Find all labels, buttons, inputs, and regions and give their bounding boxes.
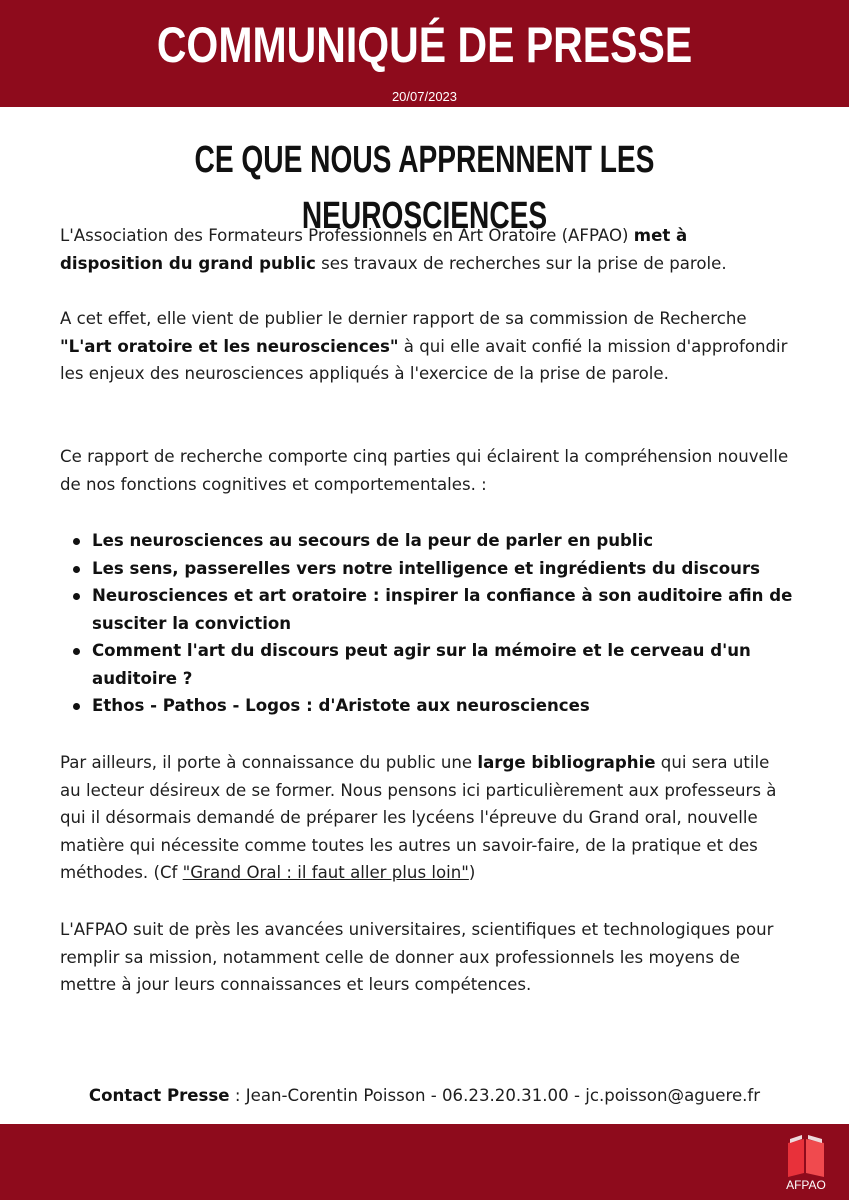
press-contact: [0, 1082, 849, 1109]
paragraph-intro: [60, 222, 795, 277]
article-headline: CE QUE NOUS APPRENNENT LES NEUROSCIENCES: [194, 139, 655, 237]
page-title: COMMUNIQUÉ DE PRESSE: [156, 17, 693, 73]
paragraph-mission: L'AFPAO suit de près les avancées universitaires, scientifiques et technologiques pour remplir sa mission, notamment celle de donner aux professionnels les moyens de mettre à jour leurs connaissances et leurs compétences.: [60, 920, 774, 994]
list-item: Neurosciences et art oratoire : inspirer la confiance à son auditoire afin de susciter la conviction: [60, 582, 800, 637]
bibliography-bold: large bibliographie: [477, 753, 656, 772]
footer-band: [0, 1124, 849, 1200]
paragraph-report: [60, 305, 795, 388]
list-item: Les sens, passerelles vers notre intelligence et ingrédients du discours: [60, 555, 800, 583]
list-item: Les neurosciences au secours de la peur de parler en public: [60, 527, 800, 555]
report-parts-list: [60, 527, 800, 720]
contact-label: Contact Presse: [88, 1086, 230, 1105]
report-title: "L'art oratoire et les neurosciences": [60, 336, 399, 356]
paragraph-report-text: A cet effet, elle vient de publier le dernier rapport de sa commission de Recherche: [60, 309, 747, 328]
contact-details: : Jean-Corentin Poisson - 06.23.20.31.00 - jc.poisson@aguere.fr: [229, 1086, 761, 1105]
list-item: Comment l'art du discours peut agir sur la mémoire et le cerveau d'un auditoire ?: [60, 637, 800, 692]
paragraph-bibliography: [60, 749, 795, 887]
paragraph-intro-bold: met à disposition du grand public: [60, 226, 688, 273]
list-item: Ethos - Pathos - Logos : d'Aristote aux neurosciences: [60, 692, 800, 720]
paragraph-bibliography-text-mid: qui sera utile au lecteur désireux de se former. Nous pensons ici particulièrement aux professeurs à qui il désormais demandé de préparer les lycéens l'épreuve du Grand oral, nouvelle matière qui nécessite comme toutes les autres un savoir-faire, de la pratique et des méthodes. (Cf: [60, 753, 777, 882]
logo-text: AFPAO: [786, 1178, 826, 1192]
grand-oral-link[interactable]: "Grand Oral : il faut aller plus loin": [182, 863, 469, 882]
publication-date: 20/07/2023: [391, 89, 458, 104]
paragraph-bibliography-text: Par ailleurs, il porte à connaissance du public une: [60, 753, 478, 772]
paragraph-intro-text: L'Association des Formateurs Professionnels en Art Oratoire (AFPAO): [60, 226, 634, 245]
paragraph-bibliography-text-end: ): [468, 863, 476, 882]
paragraph-intro-text-end: ses travaux de recherches sur la prise de parole.: [315, 253, 727, 273]
paragraph-parts: Ce rapport de recherche comporte cinq parties qui éclairent la compréhension nouvelle de nos fonctions cognitives et comportementales. :: [60, 447, 789, 494]
paragraph-report-text-end: à qui elle avait confié la mission d'approfondir les enjeux des neurosciences appliqués à l'exercice de la prise de parole.: [60, 336, 788, 383]
